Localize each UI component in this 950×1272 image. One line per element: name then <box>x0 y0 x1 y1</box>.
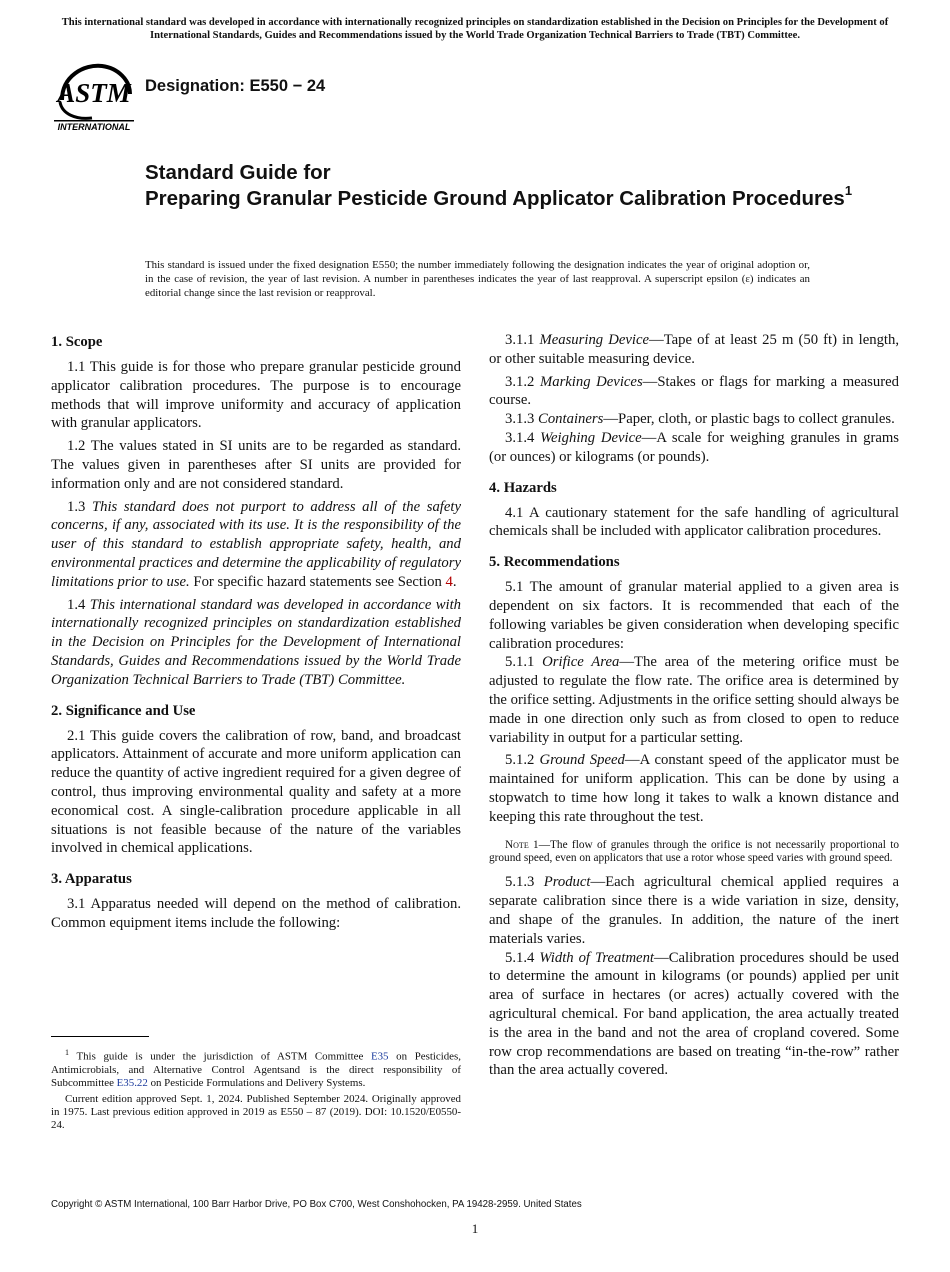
section-heading-significance: 2. Significance and Use <box>51 702 196 719</box>
paragraph-1-4: 1.4 This international standard was developed in accordance with internationally recognized principles on standardization established in the Decision on Principles for the Development of International Standards, Guides and Recommendations issued by the World Trade Organization Technical Barriers to Trade (TBT) Committee. <box>51 596 461 688</box>
paragraph-4-1: 4.1 A cautionary statement for the safe handling of agricultural chemicals shall be included with applicator calibration procedures. <box>489 504 899 540</box>
paragraph-3-1-3: 3.1.3 Containers—Paper, cloth, or plastic bags to collect granules. <box>505 411 895 428</box>
section-heading-scope: 1. Scope <box>51 334 103 350</box>
paragraph-5-1: 5.1 The amount of granular material applied to a given area is dependent on six factors. It is recommended that each of the following variables be given consideration when developing specific calibration procedures: <box>489 579 899 652</box>
title-line-1: Standard Guide for <box>145 161 331 184</box>
paragraph-3-1-2: 3.1.2 Marking Devices—Stakes or flags for marking a measured course. <box>489 373 899 409</box>
paragraph-3-1: 3.1 Apparatus needed will depend on the method of calibration. Common equipment items include the following: <box>51 896 461 931</box>
title-footnote-marker: 1 <box>844 183 853 199</box>
paragraph-5-1-1: 5.1.1 Orifice Area—The area of the metering orifice must be adjusted to regulate the flow rate. The orifice area is determined by the orifice setting. Adjustments in the orifice setting should always be made in one direction only such as from closed to open to reduce variability in output for a particular setting. <box>489 654 899 746</box>
paragraph-5-1-4: 5.1.4 Width of Treatment—Calibration procedures should be used to determine the amount in kilograms (or pounds) applied per unit area of surface in hectares (or acres) actually covered with the agricultural chemical. For band application, the area actually treated is the area in the band and not the area of cropland covered. Some row crop recommendations are based on treating “in-the-row” rather than the area actually covered. <box>489 949 900 1079</box>
footnote-divider <box>51 1036 149 1037</box>
page-number: 1 <box>471 1221 479 1236</box>
section-heading-apparatus: 3. Apparatus <box>51 871 132 888</box>
paragraph-3-1-1: 3.1.1 Measuring Device—Tape of at least 25 m (50 ft) in length, or other suitable measuring device. <box>489 332 900 367</box>
footnote-edition: Current edition approved Sept. 1, 2024. Published September 2024. Originally approved in 1975. Last previous edition approved in 2019 as E550 – 87 (2019). DOI: 10.1520/E0550-24. <box>51 1092 461 1132</box>
paragraph-2-1: 2.1 This guide covers the calibration of row, band, and broadcast applicators. Attainment of accurate and more uniform application can reduce the quantity of active ingredient required for a given degree of control, thus improving environmental quality and safety at a more economical cost. A single-calibration procedure applicable in all situations is not feasible because of the nature of the variables involved in chemical applications. <box>51 727 461 857</box>
document-title <box>145 160 865 212</box>
paragraph-1-3: 1.3 This standard does not purport to address all of the safety concerns, if any, associated with its use. It is the responsibility of the user of this standard to establish appropriate safety, health, and environmental practices and determine the applicability of regulatory limitations prior to use. For specific hazard statements see Section 4. <box>51 498 461 590</box>
logo-bottom-text: INTERNATIONAL <box>57 122 131 132</box>
header-note: This international standard was developed in accordance with internationally recognized principles on standardization established in the Decision on Principles for the Development of International Standards, Guides and Recommendations issued by the World Trade Organization Technical Barriers to Trade (TBT) Committee. <box>61 17 889 41</box>
designation: Designation: E550 − 24 <box>145 77 326 95</box>
paragraph-1-1: 1.1 This guide is for those who prepare granular pesticide ground applicator calibration procedures. The purpose is to encourage methods that will improve uniformity and accuracy of application with granular applicators. <box>51 359 461 432</box>
left-column <box>51 330 461 937</box>
section-heading-recommendations: 5. Recommendations <box>489 554 620 571</box>
issued-note: This standard is issued under the fixed designation E550; the number immediately following the designation indicates the year of original adoption or, in the case of revision, the year of last revision. A number in parentheses indicates the year of last reapproval. A superscript epsilon (ε) indicates an editorial change since the last revision or reapproval. <box>145 259 810 300</box>
paragraph-3-1-4: 3.1.4 Weighing Device—A scale for weighing granules in grams (or ounces) or kilograms (or pounds). <box>489 429 899 465</box>
right-column <box>489 331 899 1084</box>
logo-top-text: ASTM <box>57 78 131 108</box>
footnote-1: $^1$ This guide is under the jurisdiction of ASTM Committee E35 on Pesticides, Antimicrobials, and Alternative Control Agentsand is the direct responsibility of Subcommittee E35.22 on Pesticide Formulations and Delivery Systems. <box>51 1048 461 1089</box>
copyright-notice: Copyright © ASTM International, 100 Barr Harbor Drive, PO Box C700, West Conshohocken, PA 19428-2959. United States <box>51 1199 582 1210</box>
subcommittee-e35-22-link[interactable]: E35.22 <box>116 1076 148 1089</box>
committee-e35-link[interactable]: E35 <box>370 1050 389 1063</box>
section-heading-hazards: 4. Hazards <box>489 479 557 496</box>
astm-international-logo <box>52 58 136 132</box>
title-line-2: Preparing Granular Pesticide Ground Applicator Calibration Procedures$^1$ <box>145 183 853 210</box>
section-4-link[interactable]: 4 <box>445 573 453 590</box>
paragraph-5-1-3: 5.1.3 Product—Each agricultural chemical applied requires a separate calibration since there is a wide variation in size, density, and shape of the granules. In addition, the nature of the inert materials varies. <box>489 874 899 947</box>
note-1: Note 1—The flow of granules through the orifice is not necessarily proportional to ground speed, even on applicators that use a rotor whose speed varies with ground speed. <box>489 838 899 864</box>
paragraph-5-1-2: 5.1.2 Ground Speed—A constant speed of the applicator must be maintained for uniform application. This can be done by using a stopwatch to time how long it takes to walk a known distance and keeping this rate throughout the test. <box>489 752 899 825</box>
paragraph-1-2: 1.2 The values stated in SI units are to be regarded as standard. The values given in parentheses after SI units are provided for information only and are not considered standard. <box>51 438 461 492</box>
footnotes <box>51 1046 461 1135</box>
